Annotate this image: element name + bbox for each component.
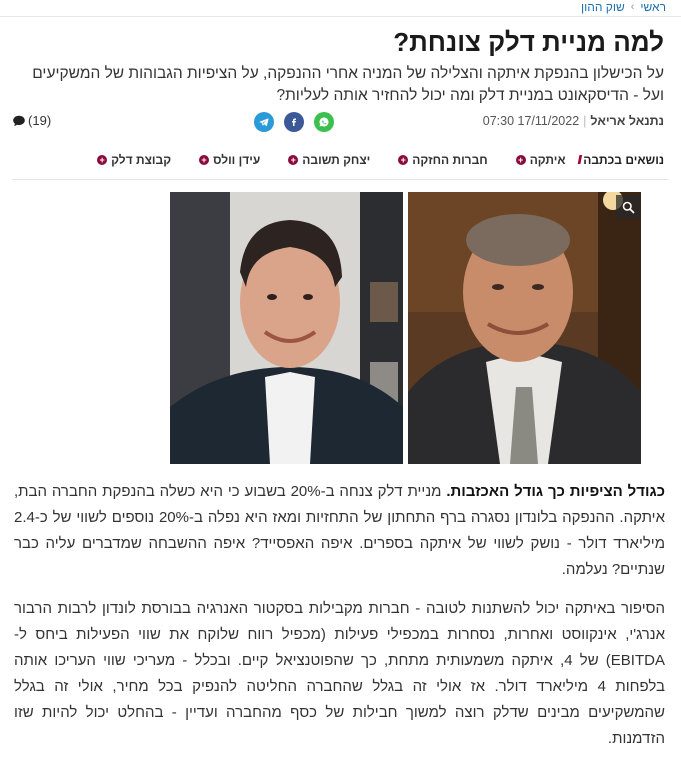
byline xyxy=(483,114,664,128)
comments-count-link[interactable] xyxy=(12,113,51,128)
article-paragraph-1 xyxy=(14,479,665,583)
breadcrumb-separator: › xyxy=(630,1,635,13)
topics-divider xyxy=(12,179,669,180)
byline-divider: | xyxy=(583,114,587,128)
top-divider xyxy=(0,16,681,17)
plus-icon: + xyxy=(516,155,526,165)
telegram-icon[interactable] xyxy=(254,112,274,132)
whatsapp-icon[interactable] xyxy=(314,112,334,132)
plus-icon: + xyxy=(288,155,298,165)
topics-label: נושאים בכתבה // xyxy=(577,153,664,167)
comment-bubble-icon xyxy=(12,114,26,128)
article-meta xyxy=(12,112,664,132)
photo-left-portrait xyxy=(408,192,641,464)
photo-right-portrait xyxy=(170,192,403,464)
paragraph-lead: כגודל הציפיות כך גודל האכזבות. xyxy=(446,483,665,500)
breadcrumb-home-link[interactable]: ראשי xyxy=(640,0,666,14)
plus-icon: + xyxy=(199,155,209,165)
paragraph-text: מניית דלק צנחה ב-20% בשבוע כי היא כשלה בהנפקת החברה הבת, איתקה. ההנפקה בלונדון נסגרה ברף התחתון של התחזיות ומאז היא נפלה ב-20% נוספים לשווי של כ-2.4 מיליארד דולר - נושק לשווי של איתקה בספרים. איפה האפסייד? איפה ההשבחה שמדברים עליה כבר שנתיים? נעלמה. xyxy=(14,483,666,578)
article-photo[interactable] xyxy=(170,192,641,464)
plus-icon: + xyxy=(97,155,107,165)
topic-tag-holding-companies[interactable]: חברות החזקה + xyxy=(398,153,487,167)
article-topics xyxy=(12,151,664,169)
share-buttons xyxy=(254,112,334,132)
topic-tag-delek-group[interactable]: קבוצת דלק + xyxy=(97,153,171,167)
topic-tag-idan-wallace[interactable]: עידן וולס + xyxy=(199,153,260,167)
topic-tag-itaca[interactable]: איתקה + xyxy=(516,153,566,167)
article-headline: למה מניית דלק צונחת? xyxy=(393,27,664,57)
breadcrumb xyxy=(581,0,666,14)
plus-icon: + xyxy=(398,155,408,165)
breadcrumb-section-link[interactable]: שוק ההון xyxy=(581,0,625,14)
topic-tag-yitzhak-tshuva[interactable]: יצחק תשובה + xyxy=(288,153,370,167)
comments-count: (19) xyxy=(28,113,52,128)
topics-slashes: // xyxy=(577,153,581,167)
author-name[interactable]: נתנאל אריאל xyxy=(590,114,664,128)
article-paragraph-2: הסיפור באיתקה יכול להשתנות לטובה - חברות מקבילות בסקטור האנרגיה בבורסת לונדון לרבות הרבור אנרג'י, אינקווסט ואחרות, נסחרות במכפילי פעילות (מכפיל רווח שלוקח את שווי הפעילות ביחס ל-EBITDA) של 4, איתקה משמעותית מתחת, כך שהפוטנציאל קיים. ובכלל - מעריכי שווי העריכו אותה בלפחות 4 מיליארד דולר. אז אולי זה בגלל שהחברה החליטה להנפיק בכל מחיר, אולי זה בגלל שהמשקיעים מבינים שדלק רוצה למשוך חבילות של כסף מהחברה ועדיין - בהחלט יכול להיות שזו הזדמנות. xyxy=(14,600,665,747)
facebook-icon[interactable] xyxy=(284,112,304,132)
publish-datetime: 17/11/2022 07:30 xyxy=(482,114,580,128)
search-icon[interactable] xyxy=(616,195,640,219)
article-subhead: על הכישלון בהנפקת איתקה והצלילה של המניה אחרי ההנפקה, על הציפיות הגבוהות של המשקיעים ועל - הדיסקאונט במניית דלק ומה יכול להחזיר אותה לעליות? xyxy=(32,65,664,104)
